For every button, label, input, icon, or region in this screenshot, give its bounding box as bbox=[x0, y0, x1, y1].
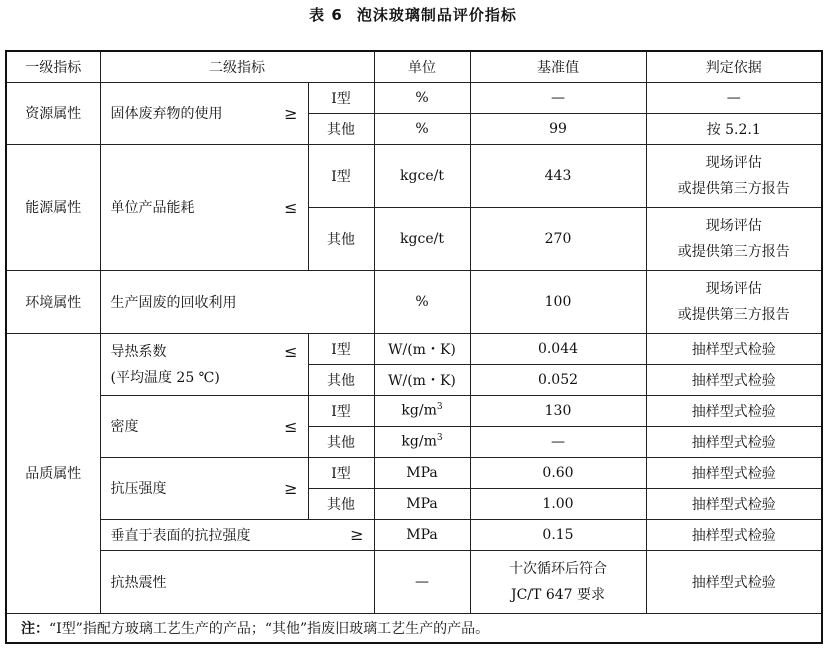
note-text: “Ⅰ型”指配方玻璃工艺生产的产品；“其他”指废旧玻璃工艺生产的产品。 bbox=[49, 620, 490, 637]
indicator-tensile-strength: 垂直于表面的抗拉强度 bbox=[110, 527, 251, 544]
unit-cell: MPa bbox=[374, 488, 470, 519]
indicator-waste-recycling: 生产固废的回收利用 bbox=[100, 270, 374, 333]
indicator-cell bbox=[100, 82, 308, 144]
indicator-cell bbox=[100, 144, 308, 270]
base-line1: 十次循环后符合 bbox=[509, 560, 607, 577]
table-row bbox=[6, 550, 822, 613]
symbol-le: ≤ bbox=[284, 341, 298, 361]
type-cell: 其他 bbox=[308, 364, 374, 395]
unit-cell bbox=[374, 426, 470, 457]
header-level1: 一级指标 bbox=[6, 51, 100, 82]
basis-cell bbox=[646, 144, 822, 207]
table-row bbox=[6, 519, 822, 550]
base-cell bbox=[470, 550, 646, 613]
table-number: 表 6 bbox=[309, 6, 343, 24]
type-cell: 其他 bbox=[308, 113, 374, 144]
table-row bbox=[6, 457, 822, 488]
header-basis: 判定依据 bbox=[646, 51, 822, 82]
header-base: 基准值 bbox=[470, 51, 646, 82]
note-label: 注： bbox=[21, 620, 49, 637]
note-row bbox=[6, 613, 822, 643]
basis-line2: 或提供第三方报告 bbox=[677, 243, 790, 260]
table-title bbox=[0, 4, 826, 25]
basis-cell: — bbox=[646, 82, 822, 113]
indicator-density: 密度 bbox=[110, 419, 139, 435]
symbol-ge: ≥ bbox=[350, 525, 364, 544]
unit-cell: kgce/t bbox=[374, 144, 470, 207]
indicator-compressive-strength: 抗压强度 bbox=[110, 481, 167, 497]
base-cell: 0.052 bbox=[470, 364, 646, 395]
unit-cell: MPa bbox=[374, 519, 470, 550]
basis-line1: 现场评估 bbox=[705, 154, 762, 171]
unit-superscript: 3 bbox=[436, 433, 443, 444]
basis-cell: 按 5.2.1 bbox=[646, 113, 822, 144]
base-cell: 100 bbox=[470, 270, 646, 333]
table-row bbox=[6, 144, 822, 207]
type-cell: 其他 bbox=[308, 426, 374, 457]
header-unit: 单位 bbox=[374, 51, 470, 82]
indicator-thermal-conductivity: 导热系数 bbox=[110, 344, 167, 360]
basis-line2: 或提供第三方报告 bbox=[677, 180, 790, 197]
category-resource: 资源属性 bbox=[6, 82, 100, 144]
basis-cell bbox=[646, 270, 822, 333]
type-cell: Ⅰ型 bbox=[308, 395, 374, 426]
table-row bbox=[6, 333, 822, 364]
base-cell: — bbox=[470, 426, 646, 457]
base-cell: 0.60 bbox=[470, 457, 646, 488]
header-row bbox=[6, 51, 822, 82]
unit-cell: kgce/t bbox=[374, 207, 470, 270]
indicator-cell bbox=[100, 519, 374, 550]
table-title-text: 泡沫玻璃制品评价指标 bbox=[356, 6, 517, 24]
unit-cell: % bbox=[374, 82, 470, 113]
unit-cell: % bbox=[374, 270, 470, 333]
basis-line1: 现场评估 bbox=[705, 217, 762, 234]
unit-cell: W/(m・K) bbox=[374, 364, 470, 395]
evaluation-table bbox=[5, 50, 823, 644]
basis-cell: 抽样型式检验 bbox=[646, 333, 822, 364]
indicator-cell bbox=[100, 457, 308, 519]
base-cell: 99 bbox=[470, 113, 646, 144]
basis-cell: 抽样型式检验 bbox=[646, 488, 822, 519]
base-line2: JC/T 647 要求 bbox=[510, 586, 605, 603]
category-energy: 能源属性 bbox=[6, 144, 100, 270]
symbol-le: ≤ bbox=[284, 416, 298, 436]
indicator-cell bbox=[100, 333, 308, 395]
table-row bbox=[6, 270, 822, 333]
base-cell: 443 bbox=[470, 144, 646, 207]
base-cell: 130 bbox=[470, 395, 646, 426]
unit-cell bbox=[374, 395, 470, 426]
basis-cell: 抽样型式检验 bbox=[646, 457, 822, 488]
basis-line1: 现场评估 bbox=[705, 280, 762, 297]
base-cell: 0.044 bbox=[470, 333, 646, 364]
indicator-energy-consumption: 单位产品能耗 bbox=[110, 200, 195, 216]
indicator-solid-waste: 固体废弃物的使用 bbox=[110, 106, 223, 122]
category-quality: 品质属性 bbox=[6, 333, 100, 613]
unit-text: kg/m bbox=[401, 433, 437, 450]
unit-text: kg/m bbox=[401, 402, 437, 419]
type-cell: Ⅰ型 bbox=[308, 144, 374, 207]
header-level2: 二级指标 bbox=[100, 51, 374, 82]
indicator-cell bbox=[100, 395, 308, 457]
base-cell: — bbox=[470, 82, 646, 113]
note-cell bbox=[6, 613, 822, 643]
basis-cell: 抽样型式检验 bbox=[646, 550, 822, 613]
basis-cell: 抽样型式检验 bbox=[646, 519, 822, 550]
base-cell: 270 bbox=[470, 207, 646, 270]
unit-superscript: 3 bbox=[436, 402, 443, 413]
type-cell: Ⅰ型 bbox=[308, 333, 374, 364]
type-cell: Ⅰ型 bbox=[308, 457, 374, 488]
type-cell: Ⅰ型 bbox=[308, 82, 374, 113]
indicator-thermal-sub: (平均温度 25 ℃) bbox=[110, 370, 220, 386]
base-cell: 0.15 bbox=[470, 519, 646, 550]
unit-cell: W/(m・K) bbox=[374, 333, 470, 364]
type-cell: 其他 bbox=[308, 488, 374, 519]
unit-cell: — bbox=[374, 550, 470, 613]
unit-cell: MPa bbox=[374, 457, 470, 488]
basis-cell: 抽样型式检验 bbox=[646, 395, 822, 426]
base-cell: 1.00 bbox=[470, 488, 646, 519]
basis-cell: 抽样型式检验 bbox=[646, 426, 822, 457]
category-environment: 环境属性 bbox=[6, 270, 100, 333]
indicator-thermal-shock: 抗热震性 bbox=[100, 550, 374, 613]
basis-line2: 或提供第三方报告 bbox=[677, 306, 790, 323]
basis-cell bbox=[646, 207, 822, 270]
symbol-ge: ≥ bbox=[284, 478, 298, 498]
table-row bbox=[6, 395, 822, 426]
symbol-ge: ≥ bbox=[284, 103, 298, 123]
symbol-le: ≤ bbox=[284, 197, 298, 217]
type-cell: 其他 bbox=[308, 207, 374, 270]
unit-cell: % bbox=[374, 113, 470, 144]
table-row bbox=[6, 82, 822, 113]
basis-cell: 抽样型式检验 bbox=[646, 364, 822, 395]
